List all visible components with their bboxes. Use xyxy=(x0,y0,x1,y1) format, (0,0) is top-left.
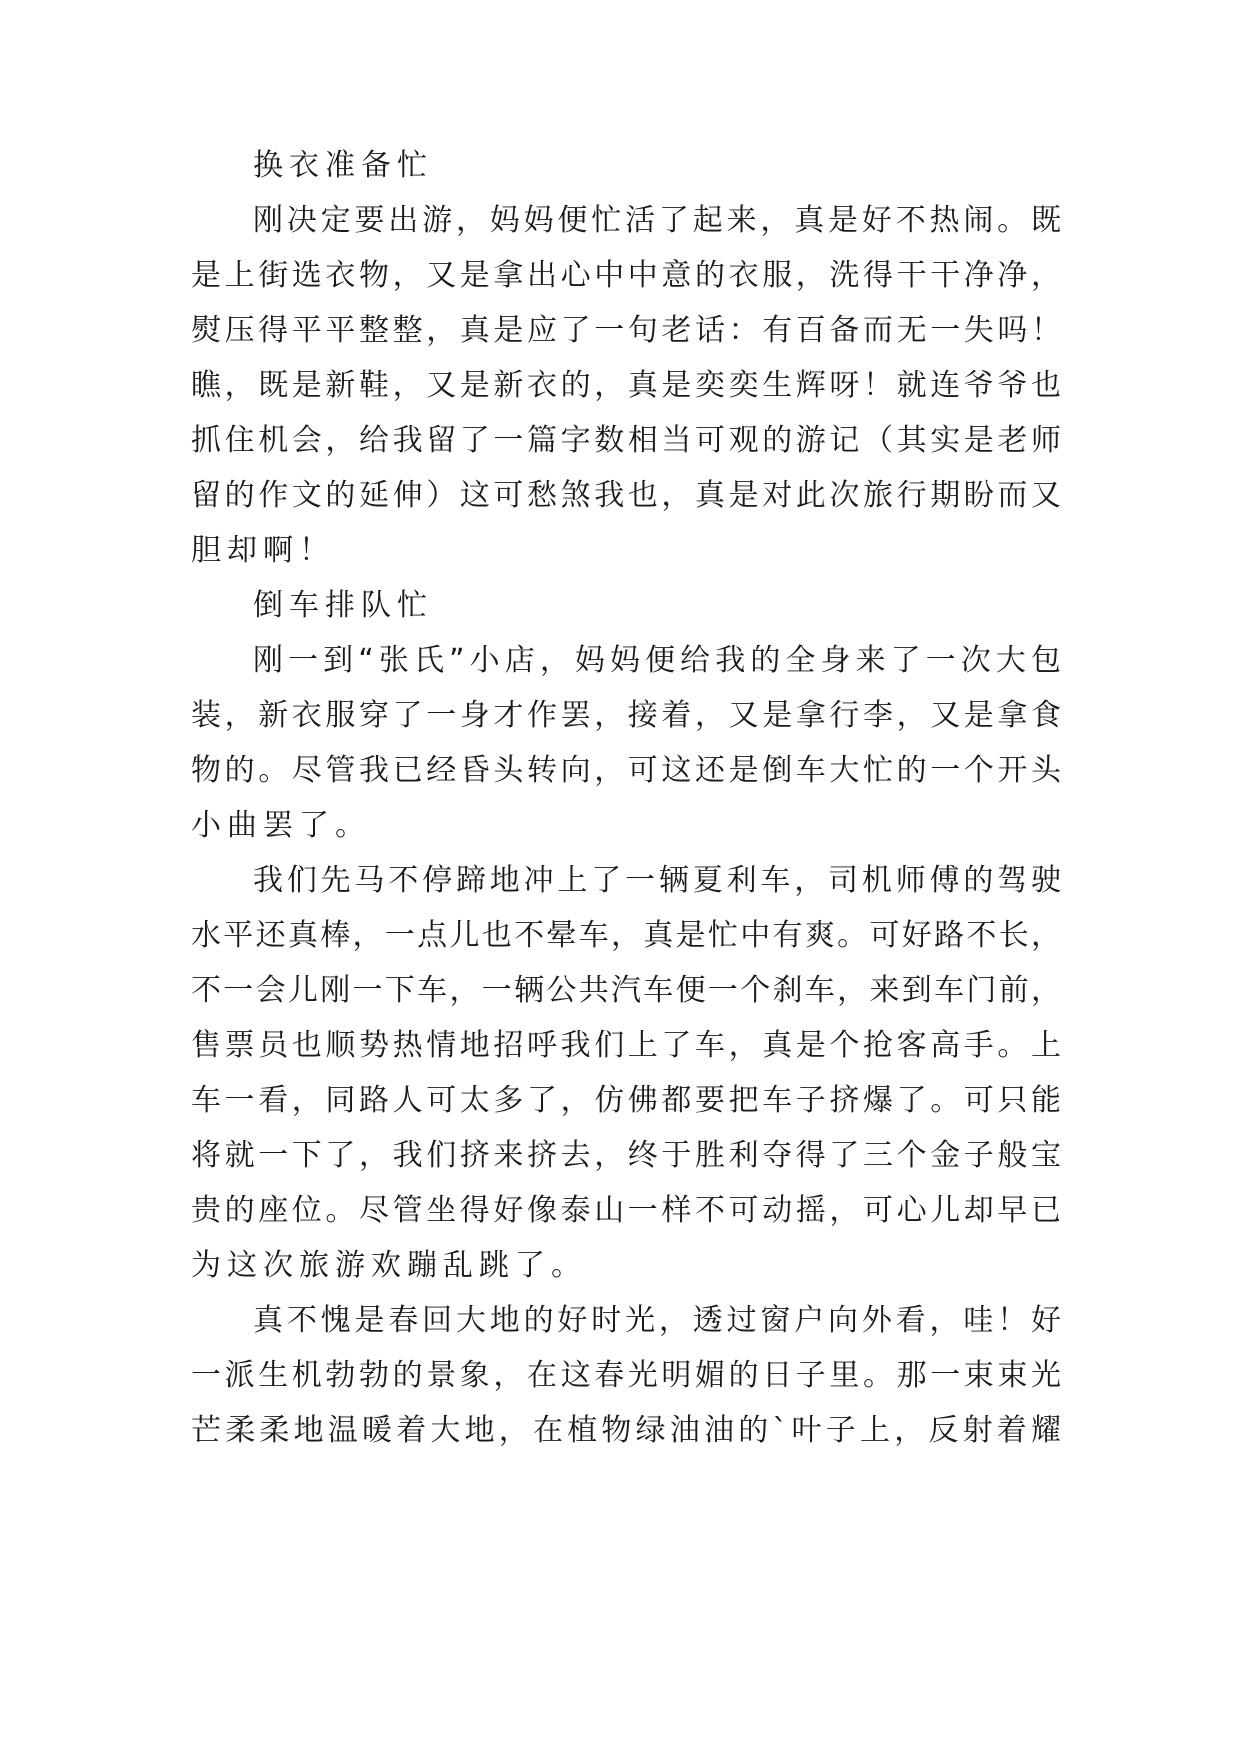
paragraph-line: 抓住机会，给我留了一篇字数相当可观的游记（其实是老师 xyxy=(191,423,1061,458)
paragraph-line: 瞧，既是新鞋，又是新衣的，真是奕奕生辉呀！就连爷爷也 xyxy=(191,368,1061,403)
paragraph-line: 芒柔柔地温暖着大地，在植物绿油油的`叶子上，反射着耀 xyxy=(191,1413,1061,1448)
paragraph-line: 水平还真棒，一点儿也不晕车，真是忙中有爽。可好路不长， xyxy=(191,918,1061,953)
paragraph-line: 不一会儿刚一下车，一辆公共汽车便一个刹车，来到车门前， xyxy=(191,973,1061,1008)
paragraph-line: 真不愧是春回大地的好时光，透过窗户向外看，哇！好 xyxy=(253,1303,1061,1338)
paragraph-line: 是上街选衣物，又是拿出心中中意的衣服，洗得干干净净， xyxy=(191,258,1061,293)
paragraph-line: 装，新衣服穿了一身才作罢，接着，又是拿行李，又是拿食 xyxy=(191,698,1061,733)
paragraph-line: 售票员也顺势热情地招呼我们上了车，真是个抢客高手。上 xyxy=(191,1028,1061,1063)
paragraph-line: 物的。尽管我已经昏头转向，可这还是倒车大忙的一个开头 xyxy=(191,753,1061,788)
paragraph-line: 小曲罢了。 xyxy=(191,808,371,843)
paragraph-line: 熨压得平平整整，真是应了一句老话：有百备而无一失吗！ xyxy=(191,313,1061,348)
paragraph-line: 我们先马不停蹄地冲上了一辆夏利车，司机师傅的驾驶 xyxy=(253,863,1061,898)
paragraph-line: 将就一下了，我们挤来挤去，终于胜利夺得了三个金子般宝 xyxy=(191,1138,1061,1173)
section-heading: 换衣准备忙 xyxy=(253,148,433,183)
paragraph-line: 胆却啊！ xyxy=(191,533,335,568)
paragraph-line: 为这次旅游欢蹦乱跳了。 xyxy=(191,1248,587,1283)
paragraph-line: 刚决定要出游，妈妈便忙活了起来，真是好不热闹。既 xyxy=(253,203,1061,238)
paragraph-line: 留的作文的延伸）这可愁煞我也，真是对此次旅行期盼而又 xyxy=(191,478,1061,513)
paragraph-line: 刚一到“张氏”小店，妈妈便给我的全身来了一次大包 xyxy=(253,643,1061,678)
paragraph-line: 车一看，同路人可太多了，仿佛都要把车子挤爆了。可只能 xyxy=(191,1083,1061,1118)
paragraph-line: 一派生机勃勃的景象，在这春光明媚的日子里。那一束束光 xyxy=(191,1358,1061,1393)
section-heading: 倒车排队忙 xyxy=(253,588,433,623)
paragraph-line: 贵的座位。尽管坐得好像泰山一样不可动摇，可心儿却早已 xyxy=(191,1193,1061,1228)
